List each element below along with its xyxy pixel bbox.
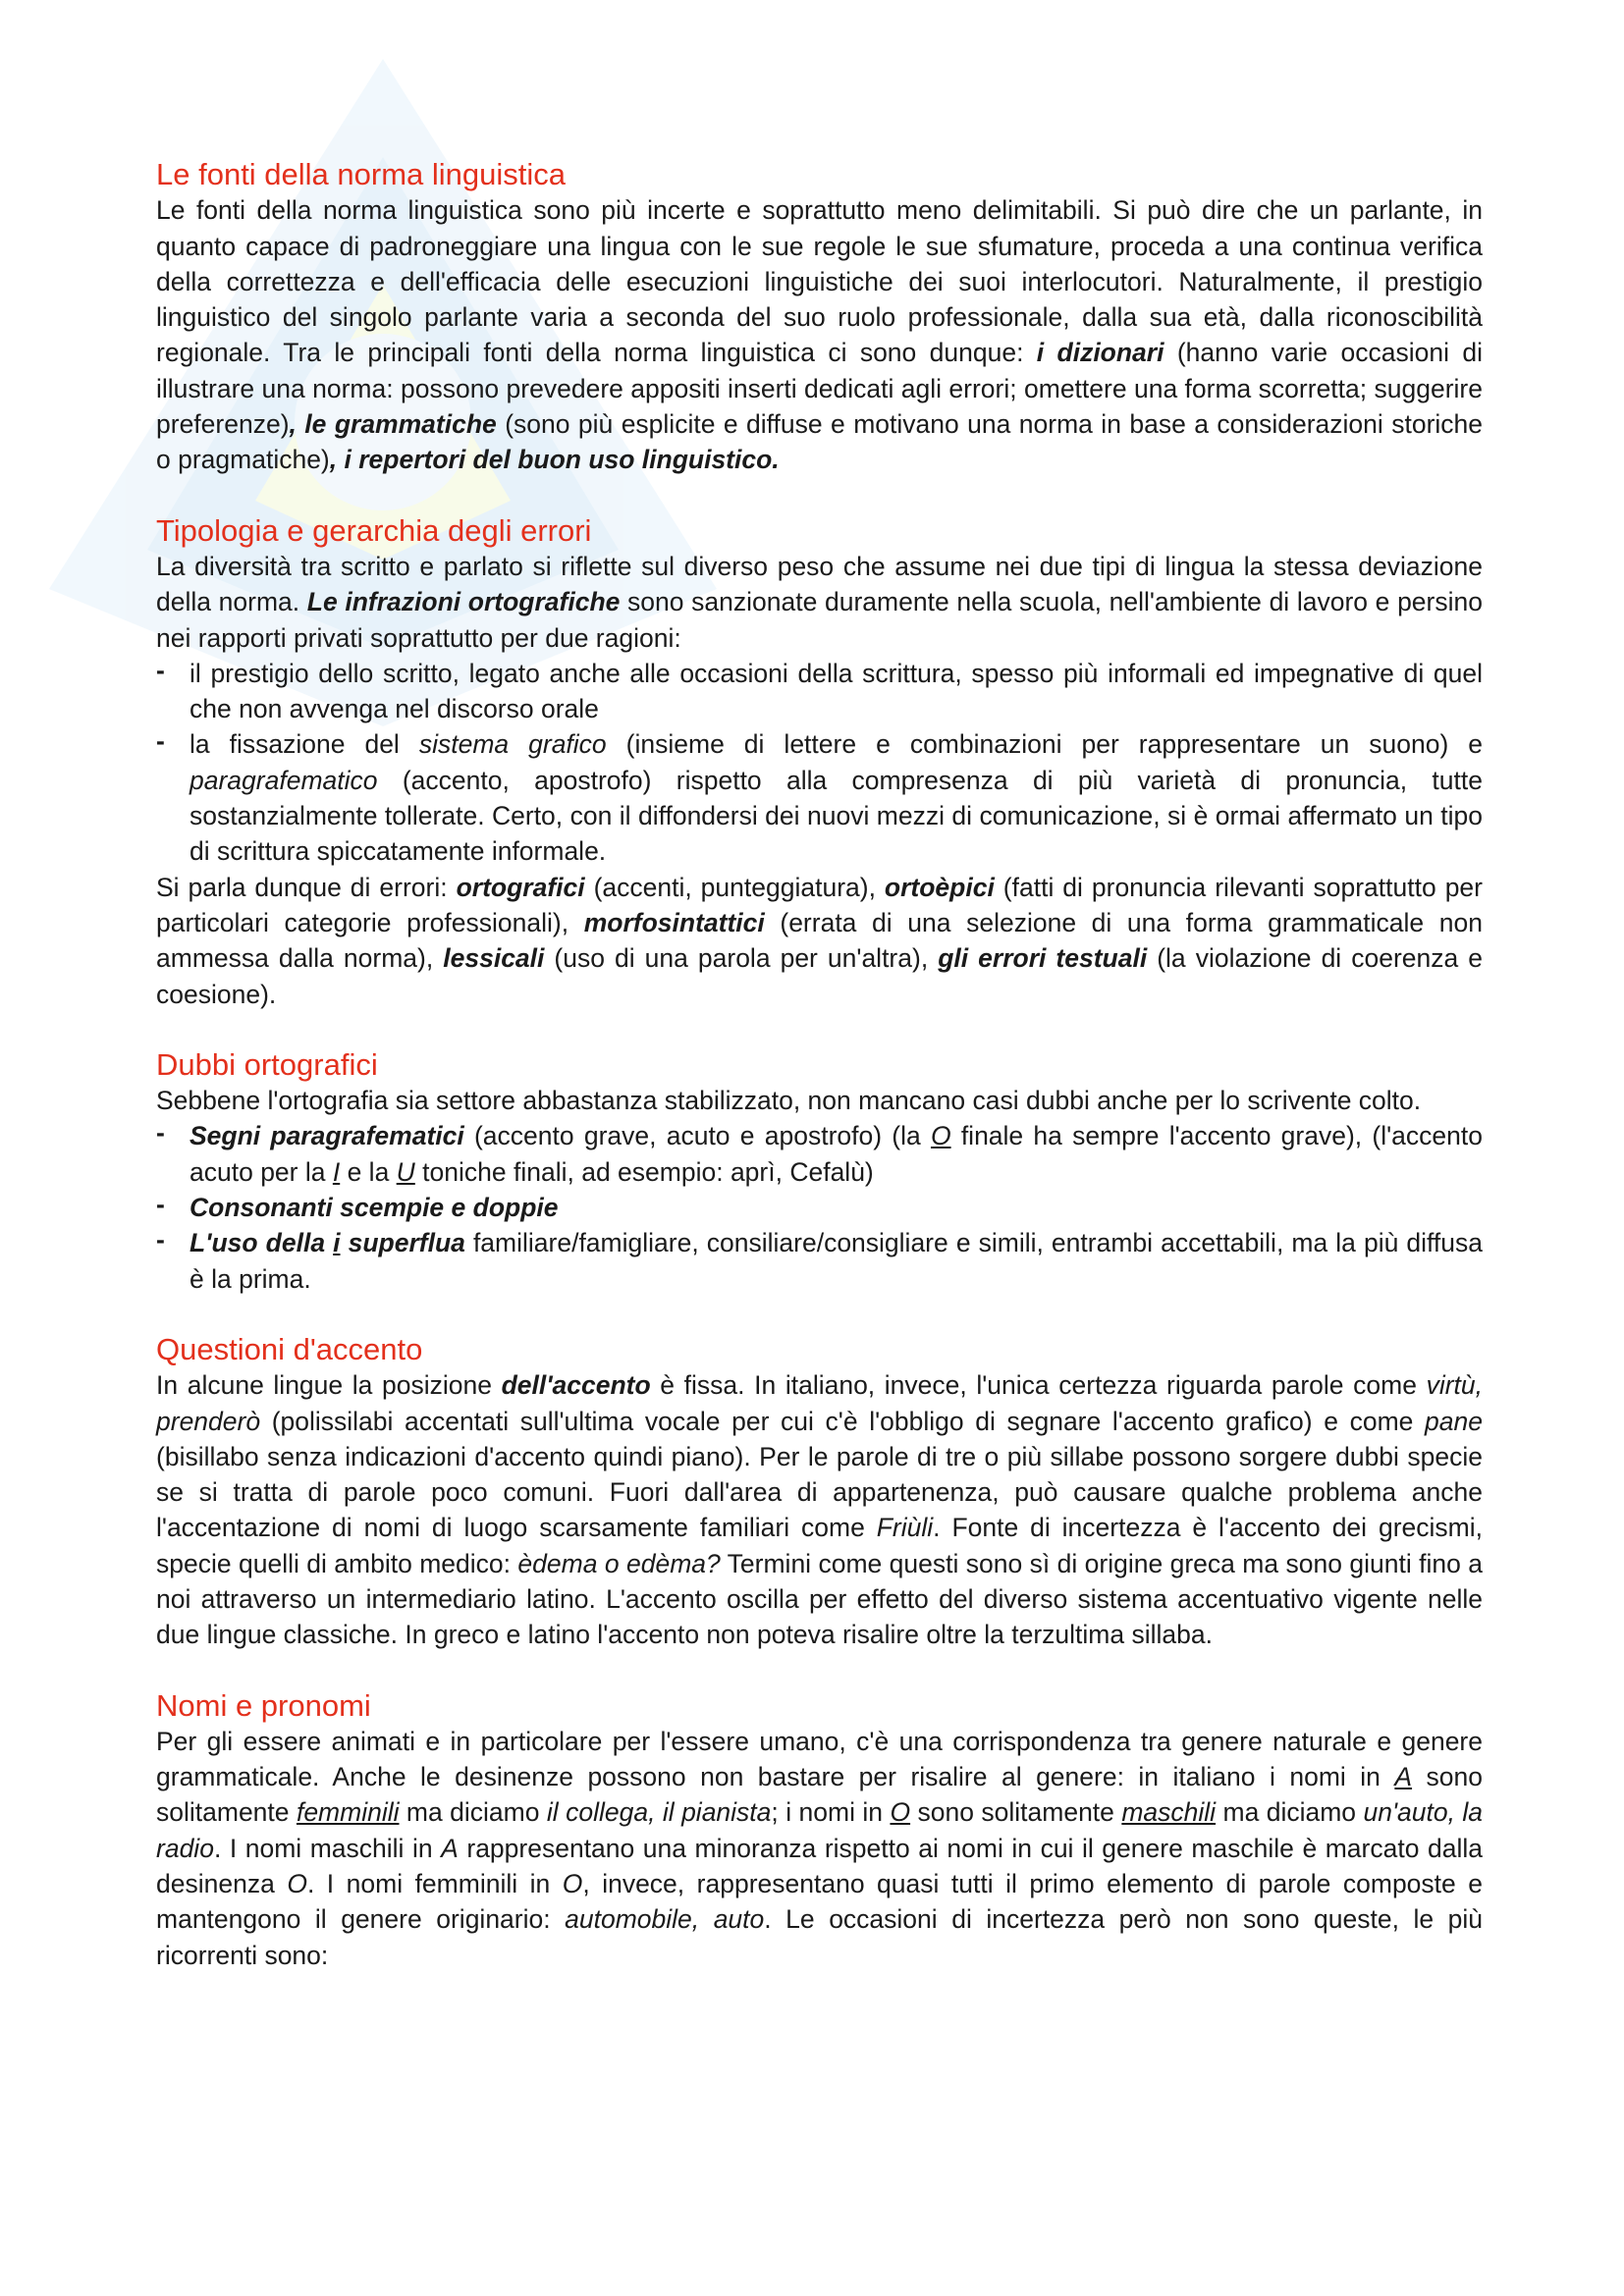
list-item: - L'uso della i superflua familiare/famigliare, consiliare/consigliare e simili, entrambi accettabili, ma la più diffusa è la prima. [156, 1225, 1483, 1297]
document-body [156, 157, 1483, 2008]
section-dubbi [156, 1047, 1483, 1297]
list-item: - Segni paragrafematici (accento grave, acuto e apostrofo) (la O finale ha sempre l'accento grave), (l'accento acuto per la I e la U toniche finali, ad esempio: aprì, Cefalù) [156, 1118, 1483, 1190]
section-title: Le fonti della norma linguistica [156, 157, 567, 191]
list-item: - la fissazione del sistema grafico (insieme di lettere e combinazioni per rappresentare un suono) e paragrafematico (accento, apostrofo) rispetto alla compresenza di più varietà di pronuncia, tutte sostanzialmente tollerate. Certo, con il diffondersi dei nuovi mezzi di comunicazione, si è ormai affermato un tipo di scrittura spiccatamente informale. [156, 726, 1483, 869]
section-title: Questioni d'accento [156, 1331, 423, 1366]
section-title: Dubbi ortografici [156, 1046, 378, 1082]
list-item: - Consonanti scempie e doppie [156, 1190, 1483, 1225]
section-title: Nomi e pronomi [156, 1687, 371, 1723]
dash-list [156, 656, 1483, 870]
paragraph: La diversità tra scritto e parlato si riflette sul diverso peso che assume nei due tipi di lingua la stessa deviazione della norma. Le infrazioni ortografiche sono sanzionate duramente nella scuola, nell'ambiente di lavoro e persino nei rapporti privati soprattutto per due ragioni: [156, 551, 1483, 653]
section-tipologia [156, 513, 1483, 1012]
paragraph: Le fonti della norma linguistica sono più incerte e soprattutto meno delimitabili. Si può dire che un parlante, in quanto capace di padroneggiare una lingua con le sue regole le sue sfumature, proceda a una continua verifica della correttezza e dell'efficacia delle esecuzioni linguistiche dei suoi interlocutori. Naturalmente, il prestigio linguistico del singolo parlante varia a seconda del suo ruolo professionale, dalla sua età, dalla riconoscibilità regionale. Tra le principali fonti della norma linguistica ci sono dunque: i dizionari (hanno varie occasioni di illustrare una norma: possono prevedere appositi inserti dedicati agli errori; omettere una forma scorretta; suggerire preferenze), le grammatiche (sono più esplicite e diffuse e motivano una norma in base a considerazioni storiche o pragmatiche), i repertori del buon uso linguistico. [156, 195, 1484, 475]
paragraph: Per gli essere animati e in particolare per l'essere umano, c'è una corrispondenza tra genere naturale e genere grammaticale. Anche le desinenze possono non bastare per risalire al genere: in italiano i nomi in A sono solitamente femminili ma diciamo il collega, il pianista; i nomi in O sono solitamente maschili ma diciamo un'auto, la radio. I nomi maschili in A rappresentano una minoranza rispetto ai nomi in cui il genere maschile è marcato dalla desinenza O. I nomi femminili in O, invece, rappresentano quasi tutti il primo elemento di parole composte e mantengono il genere originario: automobile, auto. Le occasioni di incertezza però non sono queste, le più ricorrenti sono: [156, 1726, 1484, 1970]
list-item: - il prestigio dello scritto, legato anche alle occasioni della scrittura, spesso più informali ed impegnative di quel che non avvenga nel discorso orale [156, 656, 1483, 727]
dash-list [156, 1118, 1483, 1296]
section-nomi [156, 1688, 1483, 1973]
section-accento [156, 1332, 1483, 1653]
paragraph: Si parla dunque di errori: ortografici (accenti, punteggiatura), ortoèpici (fatti di pronuncia rilevanti soprattutto per particolari categorie professionali), morfosintattici (errata di una selezione di una forma grammaticale non ammessa dalla norma), lessicali (uso di una parola per un'altra), gli errori testuali (la violazione di coerenza e coesione). [156, 872, 1484, 1009]
section-fonti [156, 157, 1483, 478]
section-title: Tipologia e gerarchia degli errori [156, 512, 592, 548]
paragraph: Sebbene l'ortografia sia settore abbastanza stabilizzato, non mancano casi dubbi anche per lo scrivente colto. [156, 1086, 1422, 1116]
paragraph: In alcune lingue la posizione dell'accento è fissa. In italiano, invece, l'unica certezza riguarda parole come virtù, prenderò (polissilabi accentati sull'ultima vocale per cui c'è l'obbligo di segnare l'accento grafico) e come pane (bisillabo senza indicazioni d'accento quindi piano). Per le parole di tre o più sillabe possono sorgere dubbi specie se si tratta di parole poco comuni. Fuori dall'area di appartenenza, può causare qualche problema anche l'accentazione di nomi di luogo scarsamente familiari come Friùli. Fonte di incertezza è l'accento dei grecismi, specie quelli di ambito medico: èdema o edèma? Termini come questi sono sì di origine greca ma sono giunti fino a noi attraverso un intermediario latino. L'accento oscilla per effetto del diverso sistema accentuativo vigente nelle due lingue classiche. In greco e latino l'accento non poteva risalire oltre la terzultima sillaba. [156, 1370, 1483, 1650]
